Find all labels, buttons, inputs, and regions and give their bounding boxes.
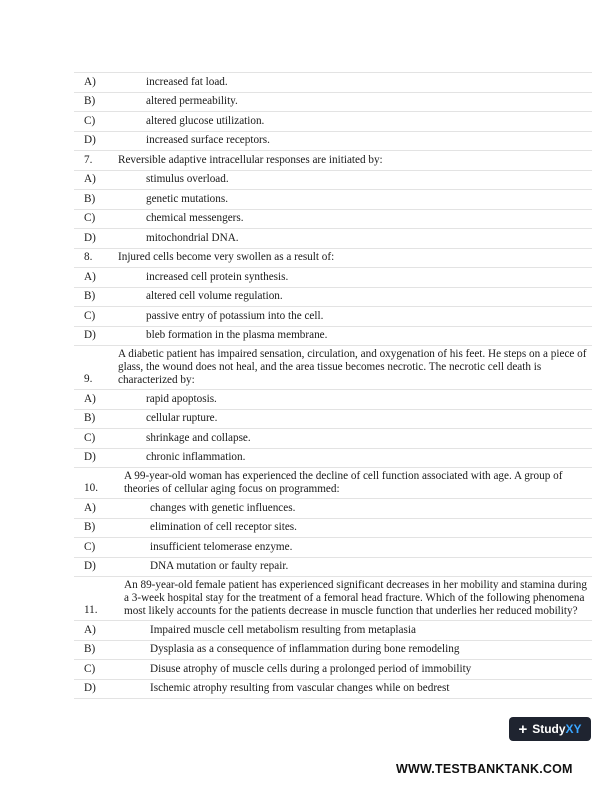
option-row	[74, 537, 592, 557]
option-text: mitochondrial DNA.	[146, 231, 239, 244]
question-number: 11.	[84, 604, 98, 616]
option-row	[74, 498, 592, 518]
option-text: altered glucose utilization.	[146, 114, 265, 127]
option-label: B)	[84, 643, 96, 655]
option-row	[74, 679, 592, 700]
option-row	[74, 409, 592, 429]
option-label: C)	[84, 662, 96, 675]
option-row	[74, 659, 592, 679]
option-label: A)	[84, 623, 96, 636]
option-label: B)	[84, 192, 96, 205]
option-row	[74, 189, 592, 209]
plus-icon: +	[518, 720, 528, 738]
option-label: D)	[84, 560, 96, 572]
option-row	[74, 111, 592, 131]
option-text: increased fat load.	[146, 75, 228, 88]
option-label: B)	[84, 290, 96, 302]
option-label: B)	[84, 95, 96, 107]
option-label: B)	[84, 412, 96, 424]
option-row	[74, 209, 592, 229]
question-row	[74, 576, 592, 620]
option-label: A)	[84, 270, 96, 283]
question-number: 7.	[84, 153, 93, 166]
option-row	[74, 518, 592, 538]
question-row	[74, 345, 592, 389]
option-text: increased surface receptors.	[146, 134, 270, 146]
option-text: Disuse atrophy of muscle cells during a prolonged period of immobility	[150, 662, 472, 675]
option-label: C)	[84, 540, 96, 553]
option-row	[74, 557, 592, 577]
option-label: C)	[84, 114, 96, 127]
option-row	[74, 287, 592, 307]
option-text: passive entry of potassium into the cell.	[146, 309, 324, 322]
option-row	[74, 326, 592, 346]
option-text: increased cell protein synthesis.	[146, 270, 289, 283]
option-row	[74, 267, 592, 287]
question-text: A diabetic patient has impaired sensation, circulation, and oxygenation of his feet. He steps on a piece of glass, the wound does not heal, and the area tissue becomes necrotic. The necrotic cell death is characterized by:	[118, 348, 587, 386]
option-text: altered cell volume regulation.	[146, 290, 283, 302]
question-text: Reversible adaptive intracellular responses are initiated by:	[118, 153, 383, 166]
option-label: D)	[84, 682, 96, 694]
option-row	[74, 72, 592, 92]
option-row	[74, 170, 592, 190]
studyxy-logo-text: StudyXY	[532, 722, 582, 736]
option-row	[74, 306, 592, 326]
option-label: D)	[84, 451, 96, 463]
option-label: A)	[84, 75, 96, 88]
question-number: 10.	[84, 482, 98, 494]
option-text: genetic mutations.	[146, 192, 229, 205]
option-label: C)	[84, 309, 96, 322]
option-text: shrinkage and collapse.	[146, 431, 251, 444]
option-label: A)	[84, 173, 96, 185]
option-text: Ischemic atrophy resulting from vascular changes while on bedrest	[150, 682, 450, 694]
option-text: elimination of cell receptor sites.	[150, 521, 297, 533]
question-text: A 99-year-old woman has experienced the decline of cell function associated with age. A group of theories of cellular aging focus on programmed:	[124, 470, 563, 495]
question-number: 9.	[84, 373, 93, 385]
option-text: altered permeability.	[146, 95, 238, 107]
option-text: stimulus overload.	[146, 173, 229, 185]
option-row	[74, 448, 592, 468]
option-text: chronic inflammation.	[146, 451, 246, 463]
option-text: Dysplasia as a consequence of inflammation during bone remodeling	[150, 643, 460, 655]
option-label: C)	[84, 431, 96, 444]
question-text: Injured cells become very swollen as a result of:	[118, 251, 335, 263]
option-row	[74, 131, 592, 151]
question-row	[74, 150, 592, 170]
studyxy-badge[interactable]	[509, 717, 591, 741]
question-row	[74, 467, 592, 498]
option-label: D)	[84, 231, 96, 244]
question-text: An 89-year-old female patient has experienced significant decreases in her mobility and stamina during a 3-week hospital stay for the treatment of a femoral head fracture. Which of the following phenomena most likely accounts for the patients decrease in muscle function that underlies her reduced mobility?	[124, 579, 587, 617]
option-text: rapid apoptosis.	[146, 392, 217, 405]
option-text: changes with genetic influences.	[150, 501, 296, 514]
option-label: C)	[84, 212, 96, 224]
footer-url: WWW.TESTBANKTANK.COM	[396, 762, 573, 776]
option-label: D)	[84, 329, 96, 341]
option-text: Impaired muscle cell metabolism resulting from metaplasia	[150, 623, 416, 636]
option-row	[74, 428, 592, 448]
option-row	[74, 640, 592, 660]
option-row	[74, 228, 592, 248]
option-label: A)	[84, 392, 96, 405]
question-number: 8.	[84, 251, 93, 263]
option-text: chemical messengers.	[146, 212, 244, 224]
option-row	[74, 620, 592, 640]
option-text: cellular rupture.	[146, 412, 218, 424]
question-sheet	[74, 72, 592, 699]
option-text: bleb formation in the plasma membrane.	[146, 329, 328, 341]
option-row	[74, 92, 592, 112]
option-label: D)	[84, 134, 96, 146]
option-label: B)	[84, 521, 96, 533]
question-row	[74, 248, 592, 268]
option-label: A)	[84, 501, 96, 514]
option-text: DNA mutation or faulty repair.	[150, 560, 289, 572]
option-text: insufficient telomerase enzyme.	[150, 540, 293, 553]
option-row	[74, 389, 592, 409]
